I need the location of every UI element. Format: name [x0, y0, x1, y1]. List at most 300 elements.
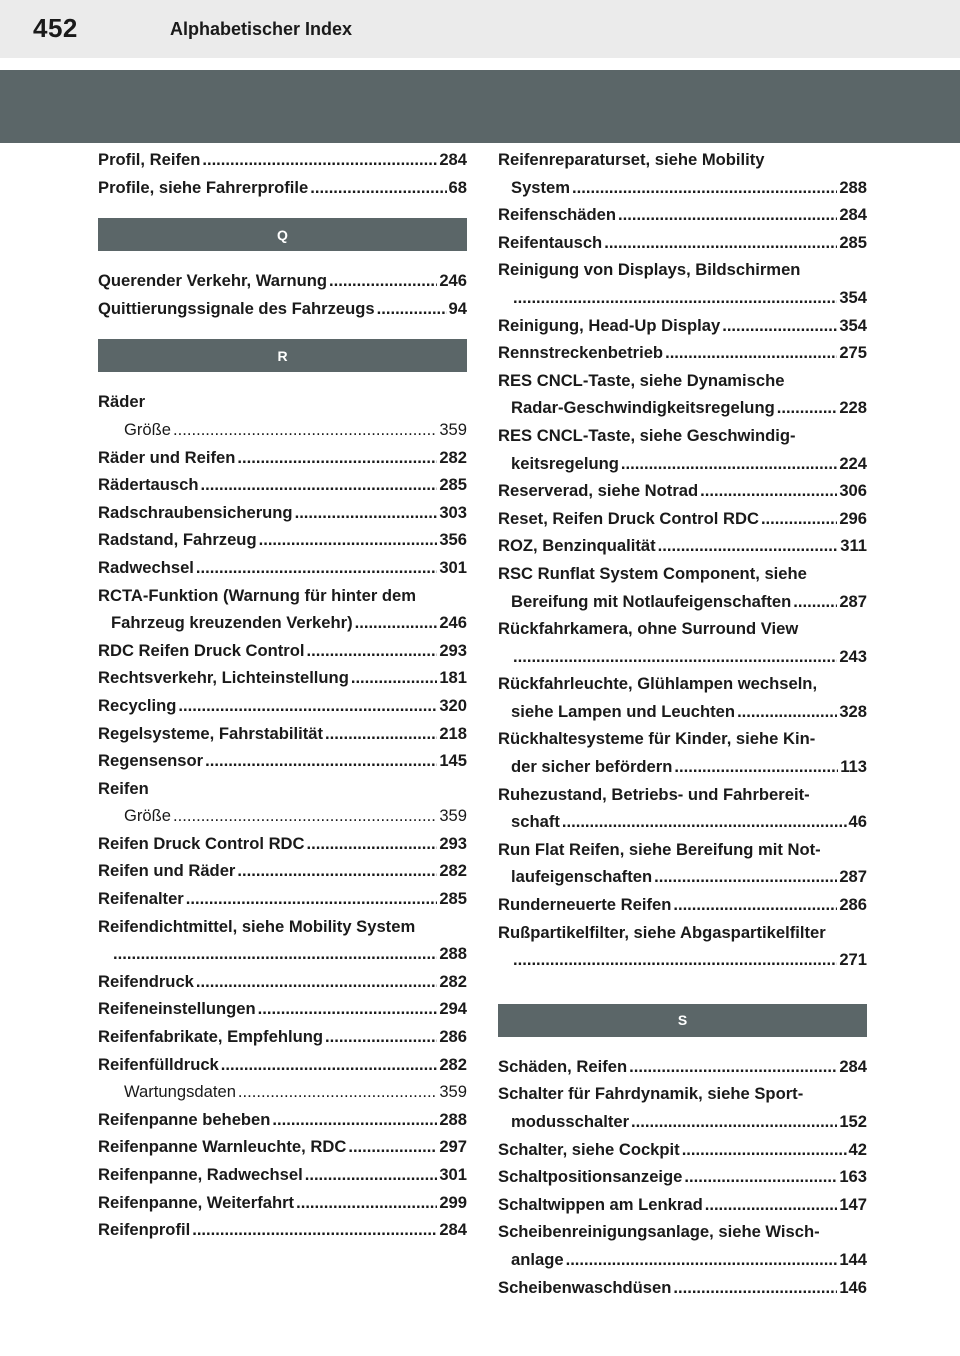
index-term: Reifenpanne beheben — [98, 1109, 271, 1129]
dot-leader — [192, 1216, 437, 1244]
index-term: schaft — [511, 812, 560, 832]
index-entry-line — [98, 885, 467, 913]
page-reference: 301 — [439, 557, 467, 577]
index-entry-line — [98, 146, 467, 174]
dot-leader — [196, 968, 437, 996]
index-entry-line — [98, 499, 467, 527]
index-term: Radwechsel — [98, 557, 194, 577]
index-term: Wartungsdaten — [124, 1082, 236, 1102]
index-entry-line — [98, 295, 467, 323]
dot-leader — [351, 664, 437, 692]
index-entry — [98, 692, 467, 720]
index-entry-line — [98, 1023, 467, 1051]
index-entry-line — [498, 698, 867, 726]
index-entry — [98, 747, 467, 775]
page-reference: 301 — [439, 1165, 467, 1184]
index-term: Reifenreparaturset, siehe Mobility — [498, 150, 765, 169]
index-term: Ruhezustand, Betriebs- und Fahrbereit- — [498, 784, 810, 804]
dot-leader — [173, 802, 437, 830]
index-term: Reifeneinstellungen — [98, 999, 256, 1019]
index-term: Reifen Druck Control RDC — [98, 833, 305, 853]
index-term: Räder — [98, 392, 146, 412]
index-entry — [98, 554, 467, 582]
index-entry — [98, 1023, 467, 1051]
index-entry — [98, 857, 467, 885]
index-column-right — [498, 146, 867, 1301]
index-entry-line — [498, 1163, 867, 1191]
page-number: 452 — [33, 13, 78, 43]
page-reference: 293 — [439, 640, 467, 660]
index-heading — [98, 775, 467, 803]
index-entry — [98, 267, 467, 295]
index-entry — [98, 1216, 467, 1244]
dot-leader — [377, 295, 447, 323]
index-entry — [98, 664, 467, 692]
index-entry-line — [498, 863, 867, 891]
index-entry-line — [98, 637, 467, 665]
index-entry-line — [498, 1136, 867, 1164]
dot-leader — [202, 146, 437, 174]
index-entry — [98, 968, 467, 996]
index-term: Reifenpanne Warnleuchte, RDC — [98, 1137, 347, 1157]
index-term: Radar-Geschwindigkeitsregelung — [511, 398, 775, 418]
page-reference: 359 — [439, 806, 467, 826]
index-entry-line — [498, 312, 867, 340]
index-term: ROZ, Benzinqualität — [498, 536, 656, 556]
index-entry — [98, 471, 467, 499]
page-reference: 354 — [839, 287, 867, 307]
index-entry-line — [498, 477, 867, 505]
page-reference: 303 — [439, 502, 467, 522]
page-reference: 152 — [839, 1112, 867, 1131]
index-entry — [498, 532, 867, 560]
index-entry-line — [98, 174, 467, 202]
index-term: Run Flat Reifen, siehe Bereifung mit Not- — [498, 839, 821, 859]
page-reference: 356 — [439, 530, 467, 550]
index-entry-line — [124, 1078, 467, 1106]
dot-leader — [221, 1051, 438, 1079]
index-entry — [498, 1136, 867, 1164]
dot-leader — [325, 720, 437, 748]
index-entry — [498, 367, 867, 422]
index-term: RSC Runflat System Component, siehe — [498, 563, 807, 583]
index-entry — [498, 146, 867, 201]
dot-leader — [196, 554, 437, 582]
index-term: RES CNCL-Taste, siehe Dynamische — [498, 370, 785, 390]
page-reference: 144 — [839, 1249, 867, 1269]
index-entry — [498, 919, 867, 974]
dot-leader — [682, 1136, 847, 1164]
page-reference: 271 — [839, 950, 867, 970]
index-term: anlage — [511, 1249, 564, 1269]
index-term: Runderneuerte Reifen — [498, 895, 672, 915]
index-entry — [498, 312, 867, 340]
page-reference: 282 — [439, 447, 467, 467]
index-term: Größe — [124, 806, 172, 826]
dot-leader — [305, 1161, 438, 1189]
dot-leader — [295, 499, 438, 527]
page-reference: 282 — [439, 861, 467, 881]
dot-leader — [329, 267, 437, 295]
dot-leader — [629, 1053, 837, 1081]
index-heading — [98, 388, 467, 416]
index-entry-line — [98, 1216, 467, 1244]
index-entry-line — [98, 554, 467, 582]
index-entry-line — [498, 1274, 867, 1302]
index-subentry — [98, 1078, 467, 1106]
index-entry-line — [98, 857, 467, 885]
index-entry — [98, 1133, 467, 1161]
page-reference: 113 — [840, 757, 867, 777]
dot-leader — [186, 885, 438, 913]
dot-leader — [325, 1023, 437, 1051]
index-entry-line — [98, 1161, 467, 1189]
index-entry-line — [98, 609, 467, 637]
index-entry — [498, 201, 867, 229]
index-term: laufeigenschaften — [511, 867, 653, 887]
page-reference: 224 — [839, 453, 867, 473]
page-reference: 146 — [839, 1277, 867, 1297]
page-reference: 359 — [439, 1082, 467, 1102]
dot-leader — [205, 747, 437, 775]
index-entry-line — [498, 229, 867, 257]
index-entry-line — [498, 450, 867, 478]
index-term: Regensensor — [98, 751, 204, 771]
page-reference: 285 — [839, 232, 867, 252]
page-reference: 288 — [839, 177, 867, 197]
page-reference: 287 — [839, 591, 867, 611]
dot-leader — [604, 229, 837, 257]
index-entry — [498, 891, 867, 919]
dot-leader — [513, 643, 837, 671]
index-term: Rußpartikelfilter, siehe Abgaspartikelfilter — [498, 922, 826, 942]
index-entry — [498, 1274, 867, 1302]
page-reference: 228 — [839, 398, 867, 418]
dot-leader — [237, 444, 437, 472]
dot-leader — [673, 891, 837, 919]
index-term: Rechtsverkehr, Lichteinstellung — [98, 668, 349, 688]
dot-leader — [674, 753, 838, 781]
index-term: RCTA-Funktion (Warnung für hinter dem — [98, 585, 417, 605]
dot-leader — [259, 526, 438, 554]
dot-leader — [173, 416, 437, 444]
header-banner — [0, 70, 960, 143]
dot-leader — [113, 940, 437, 968]
index-entry — [98, 444, 467, 472]
index-entry-line — [498, 394, 867, 422]
index-entry — [498, 339, 867, 367]
dot-leader — [572, 174, 837, 202]
index-entry — [498, 560, 867, 615]
dot-leader — [761, 505, 837, 533]
dot-leader — [238, 1078, 437, 1106]
dot-leader — [700, 477, 837, 505]
index-entry-line — [498, 532, 867, 560]
page-reference: 284 — [839, 205, 867, 225]
index-term: Reifen und Räder — [98, 861, 236, 881]
index-column-left — [98, 146, 467, 1244]
dot-leader — [673, 1274, 837, 1302]
page-reference: 284 — [839, 1056, 867, 1076]
index-entry-line — [498, 1246, 867, 1274]
index-entry-line — [98, 444, 467, 472]
index-entry — [98, 499, 467, 527]
index-term: Reifenpanne, Weiterfahrt — [98, 1192, 295, 1212]
page-reference: 311 — [840, 536, 867, 556]
index-entry — [98, 295, 467, 323]
page-reference: 359 — [439, 419, 467, 439]
index-term: Räder und Reifen — [98, 447, 236, 467]
page-reference: 46 — [848, 812, 867, 832]
index-term: Schaltwippen am Lenkrad — [498, 1194, 703, 1214]
index-entry — [98, 1189, 467, 1217]
page-reference: 282 — [439, 1054, 467, 1074]
index-entry — [98, 174, 467, 202]
page-reference: 285 — [439, 889, 467, 909]
dot-leader — [237, 857, 437, 885]
section-letter-s: S — [498, 1004, 867, 1037]
index-term: Scheibenwaschdüsen — [498, 1277, 672, 1297]
page-reference: 287 — [839, 867, 867, 887]
index-subentry — [98, 802, 467, 830]
dot-leader — [201, 471, 438, 499]
index-term: Reifenschäden — [498, 205, 617, 225]
index-entry — [498, 477, 867, 505]
index-entry-line — [498, 201, 867, 229]
page-reference: 320 — [439, 695, 467, 715]
index-entry — [498, 422, 867, 477]
index-term: Quittierungssignale des Fahrzeugs — [98, 298, 375, 318]
index-entry-line — [98, 664, 467, 692]
index-subentry — [98, 416, 467, 444]
dot-leader — [307, 637, 438, 665]
index-term: Radstand, Fahrzeug — [98, 530, 257, 550]
index-entry — [98, 913, 467, 968]
index-entry — [498, 836, 867, 891]
index-term: Recycling — [98, 695, 177, 715]
dot-leader — [513, 946, 837, 974]
dot-leader — [705, 1191, 838, 1219]
index-entry-line — [98, 1051, 467, 1079]
index-entry-line — [498, 505, 867, 533]
index-entry — [498, 670, 867, 725]
dot-leader — [737, 698, 837, 726]
index-term: modusschalter — [511, 1112, 630, 1131]
index-entry-line — [498, 1053, 867, 1081]
index-entry-line — [498, 1108, 867, 1136]
page-reference: 288 — [439, 944, 467, 964]
page-reference: 288 — [439, 1109, 467, 1129]
page-reference: 284 — [439, 1220, 467, 1240]
dot-leader — [722, 312, 837, 340]
index-entry-line — [124, 416, 467, 444]
index-term: Reifendruck — [98, 971, 194, 991]
index-entry — [98, 995, 467, 1023]
index-entry-line — [98, 692, 467, 720]
index-entry — [98, 582, 467, 637]
index-term: Reinigung von Displays, Bildschirmen — [498, 260, 801, 280]
dot-leader — [513, 284, 837, 312]
index-entry-line — [98, 526, 467, 554]
dot-leader — [631, 1108, 837, 1136]
index-term: Radschraubensicherung — [98, 502, 293, 522]
index-entry — [98, 720, 467, 748]
dot-leader — [348, 1133, 437, 1161]
index-entry-line — [498, 588, 867, 616]
index-term: der sicher befördern — [511, 757, 673, 777]
index-entry — [498, 1218, 867, 1273]
index-entry-line — [498, 1191, 867, 1219]
index-term: Größe — [124, 419, 172, 439]
dot-leader — [621, 450, 837, 478]
index-entry-line — [98, 267, 467, 295]
index-entry — [98, 637, 467, 665]
dot-leader — [296, 1189, 437, 1217]
index-term: Fahrzeug kreuzenden Verkehr) — [111, 613, 353, 633]
page-reference: 286 — [839, 895, 867, 915]
dot-leader — [310, 174, 446, 202]
index-term: Profile, siehe Fahrerprofile — [98, 177, 309, 197]
dot-leader — [684, 1163, 837, 1191]
index-term: Rennstreckenbetrieb — [498, 343, 664, 363]
index-entry-line — [498, 643, 867, 671]
page-reference: 145 — [439, 751, 467, 771]
index-entry-line — [498, 946, 867, 974]
index-term: Reifenalter — [98, 889, 184, 909]
dot-leader — [793, 588, 837, 616]
page-reference: 299 — [439, 1192, 467, 1212]
index-entry-line — [98, 968, 467, 996]
index-entry — [498, 725, 867, 780]
index-entry-line — [498, 891, 867, 919]
index-entry — [98, 830, 467, 858]
index-term: Schäden, Reifen — [498, 1056, 628, 1076]
index-term: Reifendichtmittel, siehe Mobility System — [98, 916, 416, 936]
index-term: Reifenfabrikate, Empfehlung — [98, 1027, 323, 1047]
index-term: Querender Verkehr, Warnung — [98, 271, 327, 291]
dot-leader — [307, 830, 438, 858]
index-entry — [98, 1161, 467, 1189]
index-entry — [498, 615, 867, 670]
index-term: Reinigung, Head-Up Display — [498, 315, 721, 335]
index-entry-line — [98, 1106, 467, 1134]
index-entry-line — [98, 720, 467, 748]
dot-leader — [566, 1246, 838, 1274]
page-reference: 181 — [439, 668, 467, 688]
page-reference: 243 — [839, 646, 867, 666]
index-entry-line — [498, 808, 867, 836]
index-term: RDC Reifen Druck Control — [98, 640, 305, 660]
index-entry — [498, 1163, 867, 1191]
index-entry — [98, 885, 467, 913]
page-reference: 294 — [439, 999, 467, 1019]
index-entry — [498, 1080, 867, 1135]
index-term: Rädertausch — [98, 475, 199, 495]
index-entry-line — [498, 753, 867, 781]
index-entry — [498, 229, 867, 257]
dot-leader — [654, 863, 837, 891]
dot-leader — [618, 201, 837, 229]
dot-leader — [562, 808, 847, 836]
index-term: Rückfahrkamera, ohne Surround View — [498, 619, 799, 639]
page-reference: 218 — [439, 723, 467, 743]
page-reference: 282 — [439, 971, 467, 991]
index-entry-line — [498, 174, 867, 202]
index-term: Reifen — [98, 778, 149, 798]
index-entry — [498, 256, 867, 311]
index-entry-line — [98, 747, 467, 775]
index-entry — [98, 1106, 467, 1134]
section-letter-r: R — [98, 339, 467, 372]
dot-leader — [658, 532, 839, 560]
index-term: Bereifung mit Notlaufeigenschaften — [511, 591, 792, 611]
index-entry-line — [124, 802, 467, 830]
page-reference: 285 — [439, 475, 467, 495]
index-term: RES CNCL-Taste, siehe Geschwindig- — [498, 425, 796, 445]
index-term: Reifenpanne, Radwechsel — [98, 1165, 303, 1184]
page-reference: 275 — [839, 343, 867, 363]
page-reference: 354 — [839, 315, 867, 335]
index-term: Scheibenreinigungsanlage, siehe Wisch- — [498, 1222, 820, 1242]
dot-leader — [777, 394, 838, 422]
page-title: Alphabetischer Index — [170, 19, 353, 39]
dot-leader — [355, 609, 438, 637]
page-header — [0, 0, 960, 58]
page-reference: 297 — [439, 1137, 467, 1157]
index-term: siehe Lampen und Leuchten — [511, 701, 736, 721]
page-reference: 246 — [439, 613, 467, 633]
page-reference: 306 — [839, 481, 867, 501]
page-reference: 68 — [448, 177, 467, 197]
index-term: keitsregelung — [511, 453, 619, 473]
page-reference: 246 — [439, 271, 467, 291]
index-entry-line — [98, 1189, 467, 1217]
index-entry — [498, 1053, 867, 1081]
index-term: Schaltpositionsanzeige — [498, 1167, 683, 1187]
page-reference: 163 — [839, 1167, 867, 1187]
index-entry — [498, 505, 867, 533]
index-entry — [98, 146, 467, 174]
index-term: Reifentausch — [498, 232, 603, 252]
index-term: Schalter für Fahrdynamik, siehe Sport- — [498, 1084, 804, 1104]
index-entry — [98, 1051, 467, 1079]
dot-leader — [272, 1106, 437, 1134]
page-reference: 42 — [848, 1139, 867, 1159]
page-reference: 296 — [839, 508, 867, 528]
page-reference: 94 — [448, 298, 467, 318]
index-entry-line — [498, 339, 867, 367]
index-entry — [98, 526, 467, 554]
index-entry-line — [498, 284, 867, 312]
page-reference: 293 — [439, 833, 467, 853]
index-entry-line — [98, 471, 467, 499]
page-reference: 147 — [839, 1194, 867, 1214]
page-reference: 328 — [839, 701, 867, 721]
index-term: Reserverad, siehe Notrad — [498, 481, 699, 501]
index-entry-line — [98, 940, 467, 968]
index-term: System — [511, 177, 571, 197]
index-term: Rückhaltesysteme für Kinder, siehe Kin- — [498, 729, 816, 749]
dot-leader — [258, 995, 438, 1023]
page-reference: 284 — [439, 150, 467, 169]
index-term: Reset, Reifen Druck Control RDC — [498, 508, 759, 528]
index-entry — [498, 781, 867, 836]
section-letter-q: Q — [98, 218, 467, 251]
index-entry — [498, 1191, 867, 1219]
index-entry-line — [98, 995, 467, 1023]
index-entry-line — [98, 830, 467, 858]
index-term: Reifenfülldruck — [98, 1054, 219, 1074]
